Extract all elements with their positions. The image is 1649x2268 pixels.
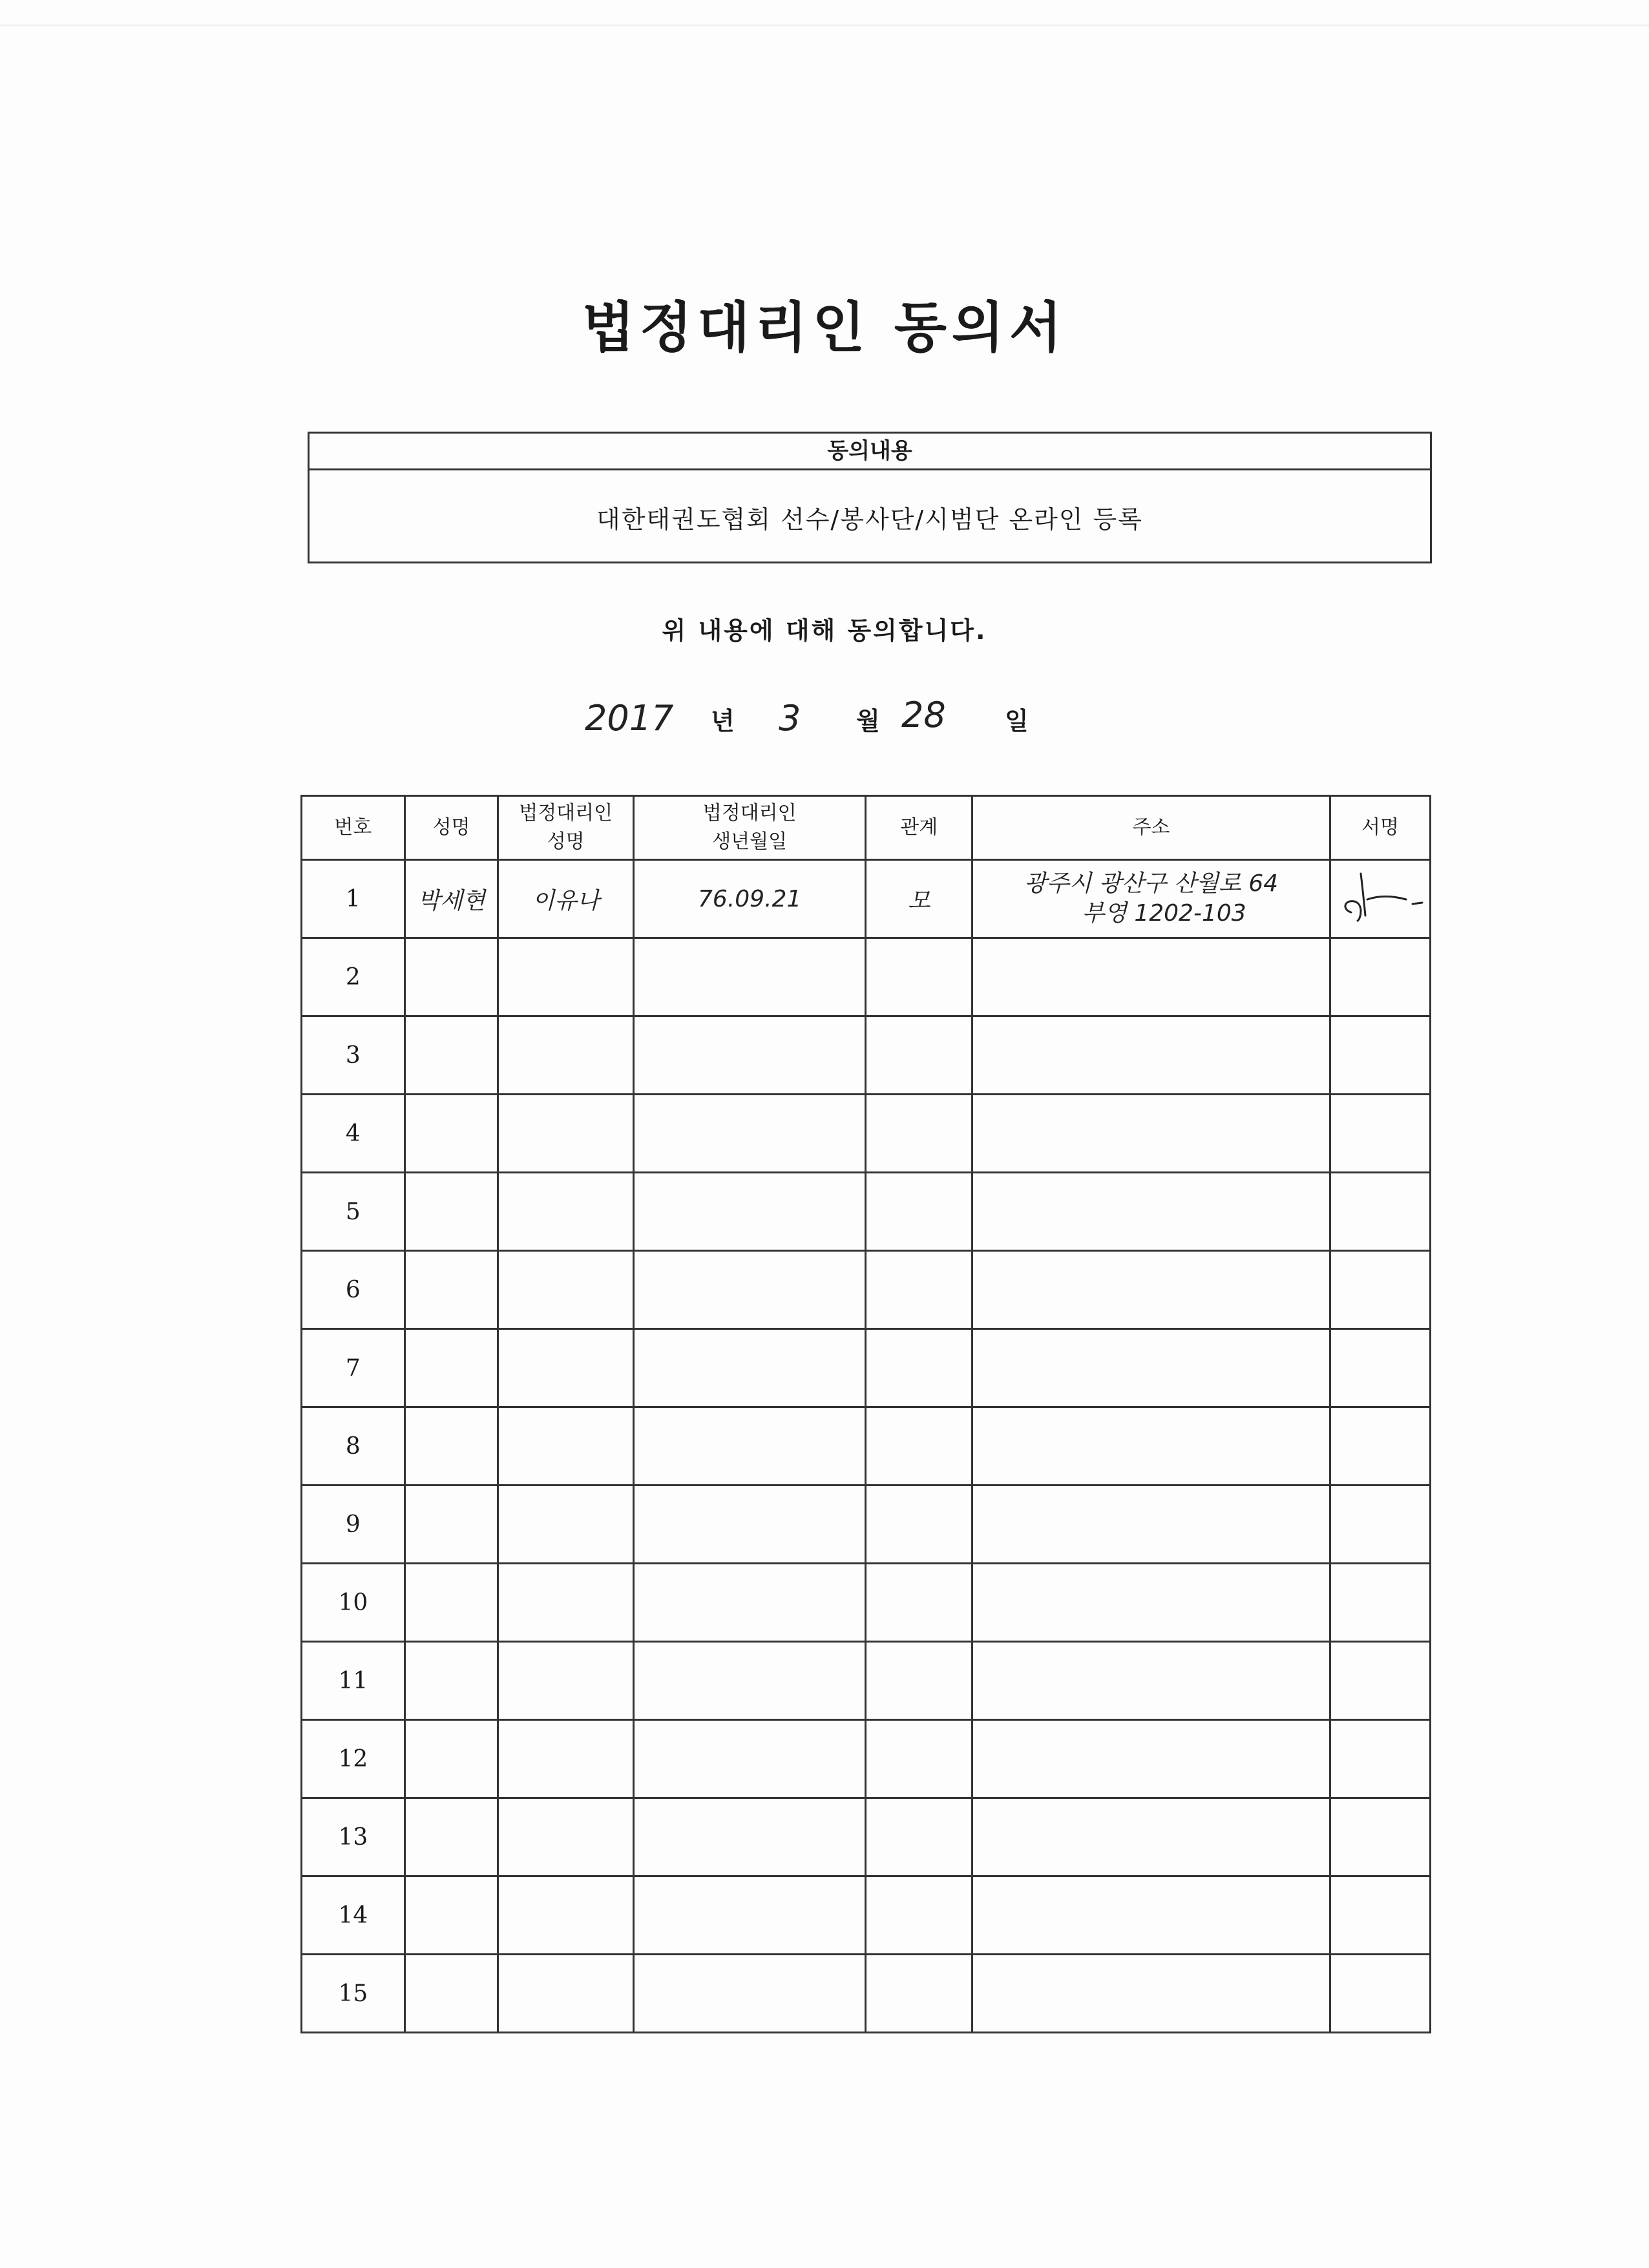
row-number: 2 [302, 938, 405, 1016]
address-line-1: 광주시 광산구 산월로 64 [1024, 870, 1279, 897]
table-row [302, 1564, 1431, 1642]
signature-icon [1332, 864, 1429, 929]
col-header-name: 성명 [404, 796, 498, 860]
row-number: 1 [302, 860, 405, 938]
row-number: 12 [302, 1720, 405, 1798]
row-number: 14 [302, 1876, 405, 1955]
table-row [302, 1329, 1431, 1407]
date-day-label: 일 [1005, 707, 1029, 735]
guardian-name-cell: 이유나 [498, 860, 634, 938]
table-row [302, 1407, 1431, 1486]
guardian-birth-cell: 76.09.21 [633, 860, 865, 938]
date-year-value: 2017 [585, 698, 674, 739]
col-header-address: 주소 [972, 796, 1330, 860]
address-cell [972, 860, 1330, 938]
col-header-guardian-name: 법정대리인 성명 [498, 796, 634, 860]
row-number: 4 [302, 1095, 405, 1173]
table-row [302, 1173, 1431, 1251]
consent-box [308, 432, 1432, 563]
date-year-label: 년 [711, 707, 735, 735]
row-number: 3 [302, 1016, 405, 1095]
col-header-number: 번호 [302, 796, 405, 860]
page-title: 법정대리인 동의서 [582, 295, 1067, 359]
table-row [302, 1016, 1431, 1095]
col-header-signature: 서명 [1330, 796, 1430, 860]
row-number: 8 [302, 1407, 405, 1486]
row-number: 11 [302, 1642, 405, 1720]
scan-edge [0, 25, 1649, 26]
address-line-2: 부영 1202-103 [1082, 900, 1246, 927]
date-month-value: 3 [779, 698, 801, 739]
table-row [302, 1251, 1431, 1329]
signature-cell [1330, 860, 1430, 938]
date-month-label: 월 [856, 707, 880, 735]
consent-header: 동의내용 [310, 434, 1430, 470]
table-row [302, 1642, 1431, 1720]
table-row [302, 938, 1431, 1016]
relation-cell: 모 [866, 860, 972, 938]
row-number: 15 [302, 1955, 405, 2033]
row-number: 9 [302, 1486, 405, 1564]
table-header-row [302, 796, 1431, 860]
table-row [302, 1486, 1431, 1564]
agreement-statement: 위 내용에 대해 동의합니다. [662, 616, 987, 645]
row-number: 7 [302, 1329, 405, 1407]
table-row [302, 1798, 1431, 1876]
table-row [302, 1095, 1431, 1173]
guardian-table [300, 795, 1431, 2033]
row-number: 6 [302, 1251, 405, 1329]
row-number: 5 [302, 1173, 405, 1251]
table-row [302, 1876, 1431, 1955]
col-header-relation: 관계 [866, 796, 972, 860]
row-number: 10 [302, 1564, 405, 1642]
table-row [302, 1720, 1431, 1798]
table-row [302, 860, 1431, 938]
date-row [0, 695, 1649, 746]
row-number: 13 [302, 1798, 405, 1876]
name-cell: 박세현 [404, 860, 498, 938]
date-day-value: 28 [901, 695, 946, 735]
table-row [302, 1955, 1431, 2033]
consent-content: 대한태권도협회 선수/봉사단/시범단 온라인 등록 [596, 505, 1143, 534]
col-header-guardian-birth: 법정대리인 생년월일 [633, 796, 865, 860]
